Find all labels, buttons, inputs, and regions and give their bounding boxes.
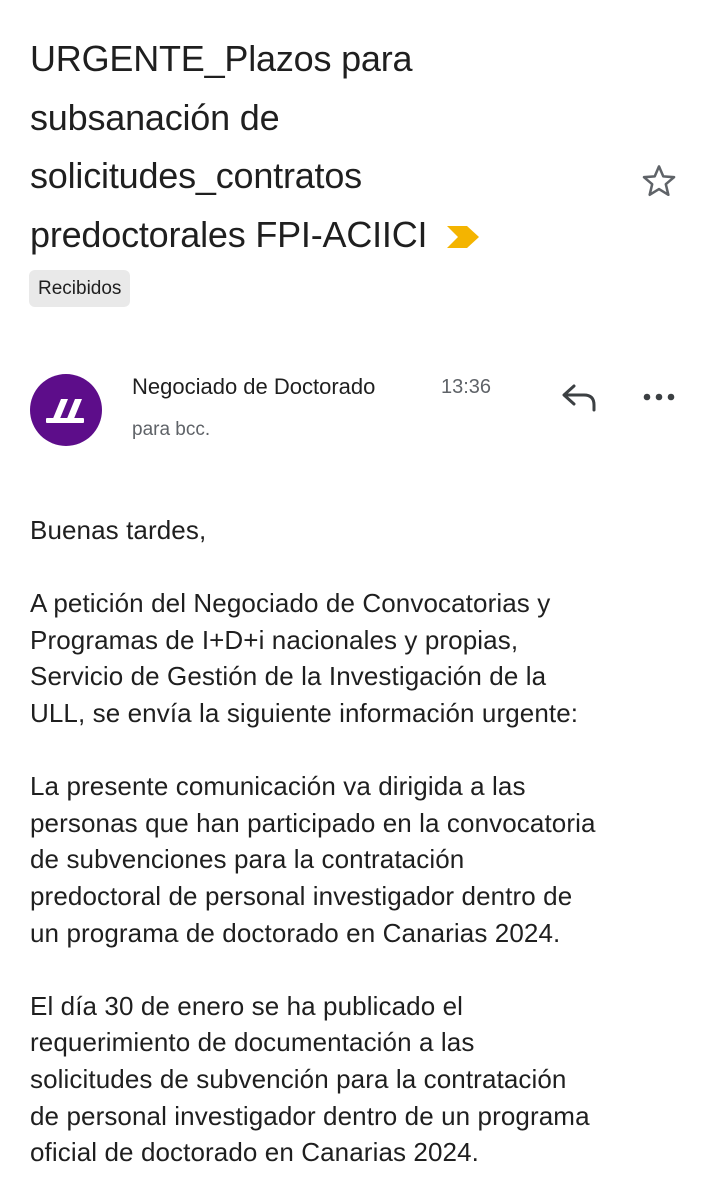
sent-time: 13:36 bbox=[441, 376, 492, 398]
reply-icon bbox=[560, 380, 600, 414]
label-chip-inbox[interactable]: Recibidos bbox=[29, 270, 130, 307]
body-line: un programa de doctorado en Canarias 2024. bbox=[30, 917, 561, 948]
body-line: oficial de doctorado en Canarias 2024. bbox=[30, 1137, 479, 1168]
body-line: Programas de I+D+i nacionales y propias, bbox=[30, 624, 519, 655]
body-line: ULL, se envía la siguiente información urgente: bbox=[30, 697, 579, 728]
star-icon[interactable] bbox=[640, 162, 678, 200]
more-options-button[interactable] bbox=[640, 384, 678, 410]
body-paragraph bbox=[30, 768, 690, 951]
reply-button[interactable] bbox=[560, 380, 600, 414]
body-line: predoctoral de personal investigador dentro de bbox=[30, 880, 573, 911]
sender-name[interactable]: Negociado de Doctorado bbox=[132, 374, 376, 399]
subject-line-text: predoctorales FPI-ACIICI bbox=[30, 213, 428, 255]
sender-avatar[interactable] bbox=[30, 374, 102, 446]
more-horizontal-icon bbox=[640, 384, 678, 410]
body-line: Servicio de Gestión de la Investigación de la bbox=[30, 661, 547, 692]
body-line: de personal investigador dentro de un programa bbox=[30, 1100, 590, 1131]
body-greeting bbox=[30, 512, 690, 549]
body-paragraph bbox=[30, 585, 690, 731]
body-line: solicitudes de subvención para la contratación bbox=[30, 1063, 567, 1094]
body-line: El día 30 de enero se ha publicado el bbox=[30, 990, 464, 1021]
recipients-summary[interactable]: para bcc. bbox=[132, 419, 211, 440]
email-subject bbox=[30, 30, 620, 264]
subject-line: subsanación de bbox=[30, 96, 280, 138]
subject-line: URGENTE_Plazos para bbox=[30, 38, 413, 79]
importance-marker-icon[interactable] bbox=[447, 207, 479, 229]
subject-line: solicitudes_contratos bbox=[30, 155, 362, 196]
email-body bbox=[30, 512, 690, 1200]
body-line: de subvenciones para la contratación bbox=[30, 844, 465, 875]
body-line: requerimiento de documentación a las bbox=[30, 1027, 475, 1058]
subject-line-last bbox=[30, 206, 620, 265]
body-line: personas que han participado en la convocatoria bbox=[30, 807, 596, 838]
body-line: La presente comunicación va dirigida a las bbox=[30, 771, 526, 802]
body-line: A petición del Negociado de Convocatorias y bbox=[30, 588, 551, 619]
body-paragraph bbox=[30, 988, 690, 1171]
body-line: Buenas tardes, bbox=[30, 515, 207, 545]
ull-logo-icon bbox=[30, 374, 102, 446]
